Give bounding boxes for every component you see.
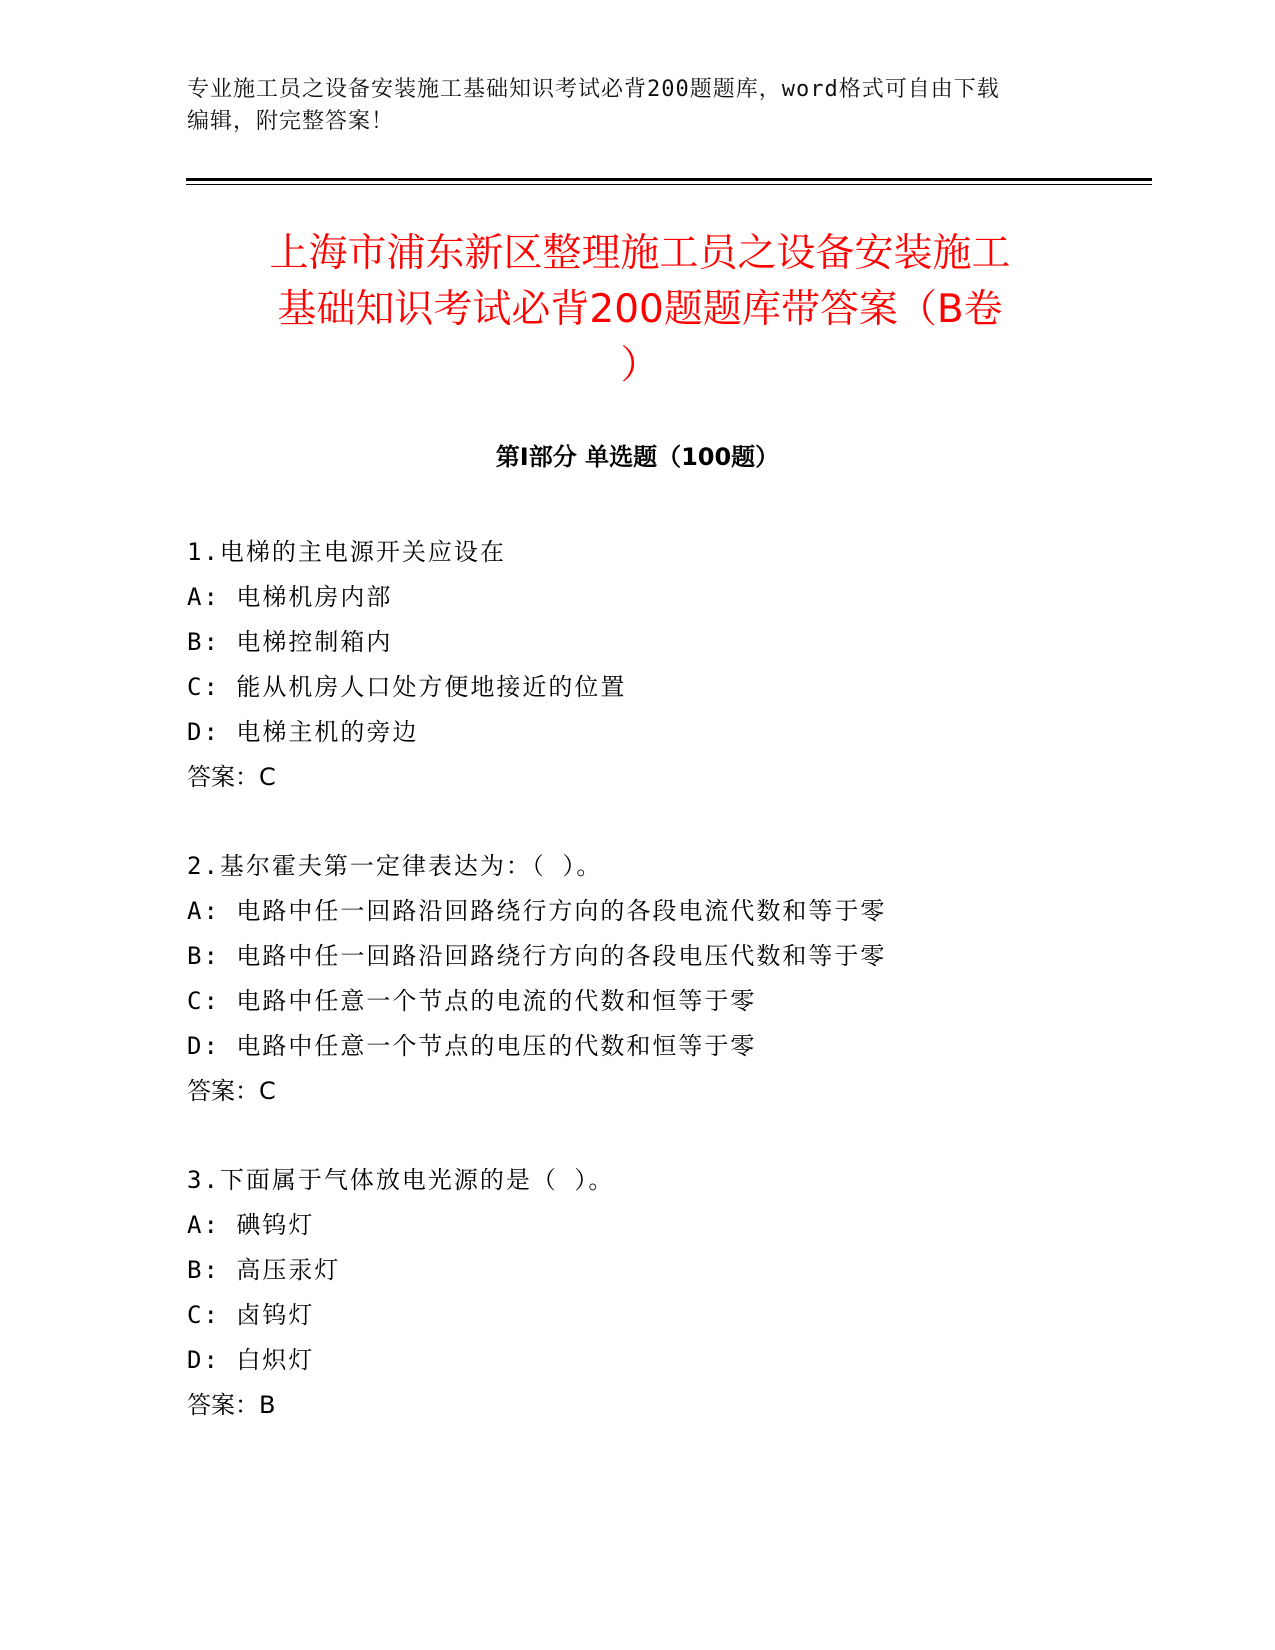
document-title-line-2: 基础知识考试必背200题题库带答案（B卷 [277, 287, 1003, 332]
document-title [190, 226, 1090, 394]
answer: 答案：C [187, 763, 276, 791]
option-c: C: 电路中任意一个节点的电流的代数和恒等于零 [187, 987, 757, 1015]
option-c: C: 能从机房人口处方便地接近的位置 [187, 673, 627, 701]
document-title-line-3: ） [620, 343, 660, 388]
option-b: B: 电路中任一回路沿回路绕行方向的各段电压代数和等于零 [187, 942, 887, 970]
option-a: A: 电梯机房内部 [187, 583, 393, 611]
answer: 答案：C [187, 1077, 276, 1105]
option-b: B: 高压汞灯 [187, 1256, 341, 1284]
question-stem: 2.基尔霍夫第一定律表达为：（ ）。 [187, 852, 603, 880]
option-a: A: 电路中任一回路沿回路绕行方向的各段电流代数和等于零 [187, 897, 887, 925]
option-c: C: 卤钨灯 [187, 1301, 315, 1329]
question-stem: 1.电梯的主电源开关应设在 [187, 538, 506, 566]
question-list [187, 530, 1147, 1472]
header-note [187, 74, 1087, 138]
option-d: D: 电路中任意一个节点的电压的代数和恒等于零 [187, 1032, 757, 1060]
header-note-line-1: 专业施工员之设备安装施工基础知识考试必背200题题库，word格式可自由下载 [187, 77, 1000, 102]
option-a: A: 碘钨灯 [187, 1211, 315, 1239]
header-divider-thin [186, 184, 1152, 185]
document-title-line-1: 上海市浦东新区整理施工员之设备安装施工 [269, 231, 1011, 276]
option-d: D: 电梯主机的旁边 [187, 718, 419, 746]
header-note-line-2: 编辑，附完整答案！ [187, 109, 395, 134]
question-3 [187, 1158, 1147, 1428]
option-b: B: 电梯控制箱内 [187, 628, 393, 656]
header-divider-thick [186, 178, 1152, 181]
option-d: D: 白炽灯 [187, 1346, 315, 1374]
question-stem: 3.下面属于气体放电光源的是（ ）。 [187, 1166, 615, 1194]
answer: 答案：B [187, 1391, 276, 1419]
section-title: 第I部分 单选题（100题） [495, 443, 780, 471]
question-1 [187, 530, 1147, 800]
question-2 [187, 844, 1147, 1114]
